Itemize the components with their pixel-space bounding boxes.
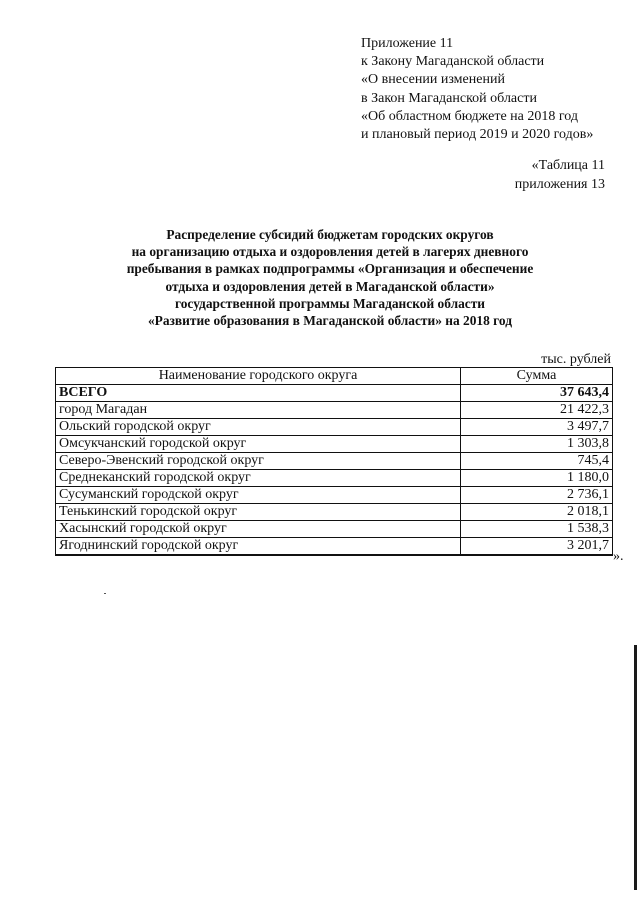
table-reference-line: приложения 13 xyxy=(514,176,605,192)
district-amount: 3 497,7 xyxy=(461,419,613,436)
units-label: тыс. рублей xyxy=(541,352,611,367)
appendix-header xyxy=(361,35,593,144)
district-amount: 1 180,0 xyxy=(461,470,613,487)
table-row xyxy=(56,487,613,504)
title-line: «Развитие образования в Магаданской области» на 2018 год xyxy=(147,313,512,329)
district-name: Омсукчанский городской округ xyxy=(56,436,461,453)
subsidy-table xyxy=(55,367,613,556)
district-amount: 3 201,7 xyxy=(461,538,613,556)
table-row xyxy=(56,419,613,436)
column-header-district: Наименование городского округа xyxy=(56,368,461,385)
title-line: пребывания в рамках подпрограммы «Организация и обеспечение xyxy=(126,261,534,277)
table-row xyxy=(56,521,613,538)
table-row xyxy=(56,538,613,556)
total-label: ВСЕГО xyxy=(56,385,461,402)
column-header-amount: Сумма xyxy=(461,368,613,385)
title-line: Распределение субсидий бюджетам городских округов xyxy=(166,227,494,242)
table-row xyxy=(56,436,613,453)
table-reference-line: «Таблица 11 xyxy=(531,158,605,173)
closing-quote: ». xyxy=(613,549,624,564)
appendix-line: к Закону Магаданской области xyxy=(361,54,545,70)
scan-speck xyxy=(104,593,106,594)
appendix-line: Приложение 11 xyxy=(361,36,454,51)
district-amount: 2 018,1 xyxy=(461,504,613,521)
document-title xyxy=(60,226,600,329)
district-name: Ягоднинский городской округ xyxy=(56,538,461,556)
table-row xyxy=(56,504,613,521)
district-name: Среднеканский городской округ xyxy=(56,470,461,487)
scan-edge-shadow xyxy=(634,645,637,890)
table-reference xyxy=(515,157,605,194)
table-row xyxy=(56,402,613,419)
total-row xyxy=(56,385,613,402)
appendix-line: и плановый период 2019 и 2020 годов» xyxy=(361,127,594,143)
district-amount: 1 538,3 xyxy=(461,521,613,538)
appendix-line: в Закон Магаданской области xyxy=(361,90,537,106)
district-name: Сусуманский городской округ xyxy=(56,487,461,504)
appendix-line: «О внесении изменений xyxy=(361,72,505,88)
title-line: на организацию отдыха и оздоровления детей в лагерях дневного xyxy=(131,244,529,260)
district-name: Ольский городской округ xyxy=(56,419,461,436)
district-name: Тенькинский городской округ xyxy=(56,504,461,521)
appendix-line: «Об областном бюджете на 2018 год xyxy=(361,108,578,124)
district-name: Хасынский городской округ xyxy=(56,521,461,538)
district-name: город Магадан xyxy=(56,402,461,419)
district-amount: 745,4 xyxy=(461,453,613,470)
district-amount: 21 422,3 xyxy=(461,402,613,419)
table-row xyxy=(56,470,613,487)
table-header-row xyxy=(56,368,613,385)
district-amount: 2 736,1 xyxy=(461,487,613,504)
total-amount: 37 643,4 xyxy=(461,385,613,402)
table-row xyxy=(56,453,613,470)
district-name: Северо-Эвенский городской округ xyxy=(56,453,461,470)
title-line: отдыха и оздоровления детей в Магаданской области» xyxy=(165,278,495,294)
district-amount: 1 303,8 xyxy=(461,436,613,453)
title-line: государственной программы Магаданской области xyxy=(174,295,486,311)
